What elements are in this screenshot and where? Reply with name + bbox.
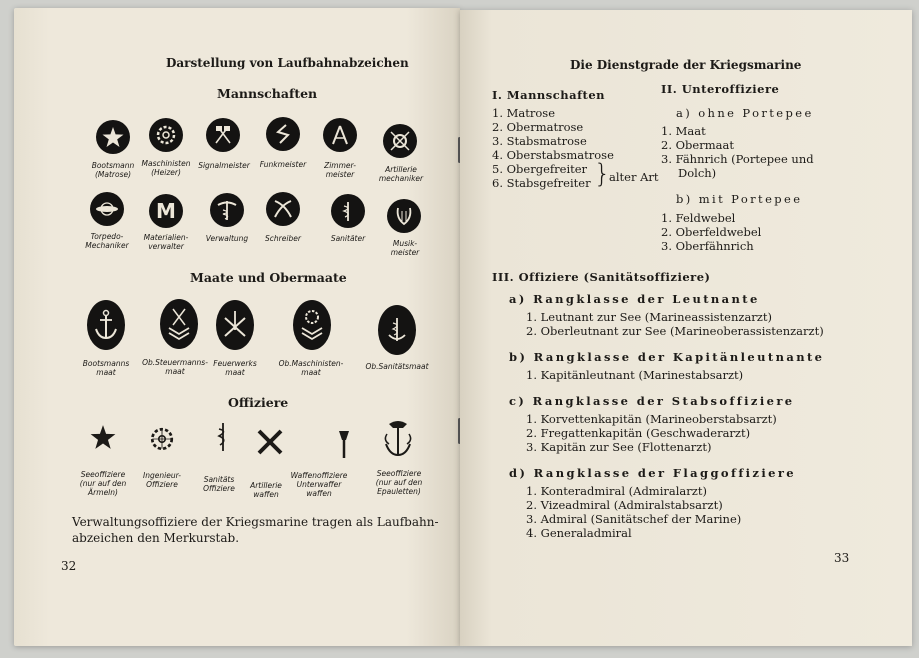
caption-seeoffiziere-epauletten: Seeoffiziere (nur auf den Epauletten) bbox=[375, 469, 423, 496]
klasse-c-item-1: 1. Korvettenkapitän (Marineoberstabsarzt) bbox=[526, 412, 777, 426]
mit-portepee-heading: b) mit Portepee bbox=[676, 192, 803, 206]
caption-artillerie-waffen: Artillerie waffen bbox=[250, 481, 282, 499]
klasse-a-item-2: 2. Oberleutnant zur See (Marineoberassistenzarzt) bbox=[526, 324, 824, 338]
klasse-b-heading: b) Rangklasse der Kapitänleutnante bbox=[509, 350, 825, 364]
lyre-badge-icon bbox=[387, 199, 421, 233]
anchor-snake-oval-badge-icon bbox=[378, 305, 416, 355]
right-page-title: Die Dienstgrade der Kriegsmarine bbox=[570, 58, 802, 72]
page-number-left: 32 bbox=[61, 559, 77, 573]
caption-musikmeister: Musik- meister bbox=[390, 239, 420, 257]
caption-funkmeister: Funkmeister bbox=[259, 160, 307, 169]
aesculapius-badge-icon bbox=[331, 194, 365, 228]
klasse-a-heading: a) Rangklasse der Leutnante bbox=[509, 292, 760, 306]
star-badge-icon bbox=[96, 120, 130, 154]
compass-badge-icon bbox=[323, 118, 357, 152]
offiziere-heading: III. Offiziere (Sanitätsoffiziere) bbox=[492, 270, 711, 284]
caption-obersanitaetsmaat: Ob.Sanitätsmaat bbox=[365, 362, 429, 371]
klasse-a-item-1: 1. Leutnant zur See (Marineassistenzarzt) bbox=[526, 310, 772, 324]
klasse-c-item-2: 2. Fregattenkapitän (Geschwaderarzt) bbox=[526, 426, 751, 440]
mannschaften-item-3: 3. Stabsmatrose bbox=[492, 134, 587, 148]
klasse-c-heading: c) Rangklasse der Stabsoffiziere bbox=[509, 394, 795, 408]
caption-artillerie-mechaniker: Artillerie mechaniker bbox=[378, 165, 424, 183]
footer-line-1: Verwaltungsoffiziere der Kriegsmarine tragen als Laufbahn- bbox=[72, 515, 439, 529]
klasse-d-item-3: 3. Admiral (Sanitätschef der Marine) bbox=[526, 512, 742, 526]
left-page bbox=[14, 8, 460, 646]
mannschaften-heading: I. Mannschaften bbox=[492, 88, 606, 102]
gear-icon bbox=[147, 423, 177, 455]
caption-signalmeister: Signalmeister bbox=[198, 161, 250, 170]
crossed-cannons-icon bbox=[255, 426, 285, 458]
caption-bootsmannsmaat: Bootsmanns maat bbox=[82, 359, 130, 377]
caption-zimmermeister: Zimmer- meister bbox=[324, 161, 356, 179]
torpedo-badge-icon bbox=[90, 192, 124, 226]
crossed-cannons-oval-badge-icon bbox=[216, 300, 254, 350]
left-page-title: Darstellung von Laufbahnabzeichen bbox=[166, 56, 409, 70]
footer-line-2: abzeichen den Merkurstab. bbox=[72, 531, 240, 545]
mit-item-3: 3. Oberfähnrich bbox=[661, 239, 754, 253]
section-mannschaften: Mannschaften bbox=[217, 86, 318, 101]
page-number-right: 33 bbox=[834, 551, 850, 565]
alter-art-note: alter Art bbox=[609, 170, 659, 184]
section-maate: Maate und Obermaate bbox=[190, 270, 347, 285]
klasse-d-item-4: 4. Generaladmiral bbox=[526, 526, 632, 540]
mannschaften-item-1: 1. Matrose bbox=[492, 106, 556, 120]
quills-badge-icon bbox=[266, 192, 300, 226]
klasse-d-item-2: 2. Vizeadmiral (Admiralstabsarzt) bbox=[526, 498, 723, 512]
caption-verwaltung: Verwaltung bbox=[205, 234, 249, 243]
caption-feuerwerksmaat: Feuerwerks maat bbox=[213, 359, 257, 377]
ohne-item-1: 1. Maat bbox=[661, 124, 706, 138]
klasse-c-item-3: 3. Kapitän zur See (Flottenarzt) bbox=[526, 440, 712, 454]
klasse-d-heading: d) Rangklasse der Flaggoffiziere bbox=[509, 466, 797, 480]
mannschaften-item-5: 5. Obergefreiter bbox=[492, 162, 588, 176]
caption-bootsmann: Bootsmann (Matrose) bbox=[91, 161, 135, 179]
caption-schreiber: Schreiber bbox=[265, 234, 301, 243]
caption-maschinisten: Maschinisten (Heizer) bbox=[141, 159, 191, 177]
caduceus-badge-icon bbox=[210, 193, 244, 227]
caption-materialienverwalter: Materialien- verwalter bbox=[143, 233, 189, 251]
caption-sanitaeter: Sanitäter bbox=[330, 234, 366, 243]
mannschaften-item-6: 6. Stabsgefreiter bbox=[492, 176, 591, 190]
klasse-d-item-1: 1. Konteradmiral (Admiralarzt) bbox=[526, 484, 707, 498]
crossed-flags-badge-icon bbox=[206, 118, 240, 152]
anchors-chevron-oval-badge-icon bbox=[160, 299, 198, 349]
mannschaften-item-2: 2. Obermatrose bbox=[492, 120, 584, 134]
caption-obersteuermannsmaat: Ob.Steuermanns- maat bbox=[142, 358, 208, 376]
caption-seeoffiziere-aermel: Seeoffiziere (nur auf den Ärmeln) bbox=[79, 470, 127, 497]
aesculapius-staff-icon bbox=[208, 421, 238, 453]
caption-obermaschinistenmaat: Ob.Maschinisten- maat bbox=[278, 359, 344, 377]
klasse-b-item-1: 1. Kapitänleutnant (Marinestabsarzt) bbox=[526, 368, 744, 382]
caption-sanitaets-offiziere: Sanitäts Offiziere bbox=[203, 475, 235, 493]
mit-item-2: 2. Oberfeldwebel bbox=[661, 225, 762, 239]
caption-waffenoffiziere: Waffenoffiziere Unterwaffer waffen bbox=[290, 471, 348, 498]
mit-item-1: 1. Feldwebel bbox=[661, 211, 736, 225]
ohne-item-2: 2. Obermaat bbox=[661, 138, 734, 152]
lightning-badge-icon bbox=[266, 117, 300, 151]
unteroffiziere-heading: II. Unteroffiziere bbox=[661, 82, 780, 96]
mannschaften-item-4: 4. Oberstabsmatrose bbox=[492, 148, 614, 162]
right-page bbox=[460, 10, 912, 646]
ohne-item-3-cont: Dolch) bbox=[678, 166, 717, 180]
caption-torpedo: Torpedo- Mechaniker bbox=[85, 232, 129, 250]
ohne-portepee-heading: a) ohne Portepee bbox=[676, 106, 814, 120]
caption-ingenieur-offiziere: Ingenieur- Offiziere bbox=[143, 471, 181, 489]
m-badge-icon: M bbox=[149, 194, 183, 228]
star-icon bbox=[88, 421, 118, 453]
gear-chevron-oval-badge-icon bbox=[293, 300, 331, 350]
gear-badge-icon bbox=[149, 118, 183, 152]
section-offiziere: Offiziere bbox=[228, 395, 289, 410]
anchor-eagle-icon bbox=[380, 418, 416, 458]
torch-icon bbox=[329, 428, 359, 460]
ohne-item-3: 3. Fähnrich (Portepee und bbox=[661, 152, 814, 166]
brace-icon: } bbox=[594, 159, 611, 189]
anchor-oval-badge-icon bbox=[87, 300, 125, 350]
wheel-badge-icon bbox=[383, 124, 417, 158]
